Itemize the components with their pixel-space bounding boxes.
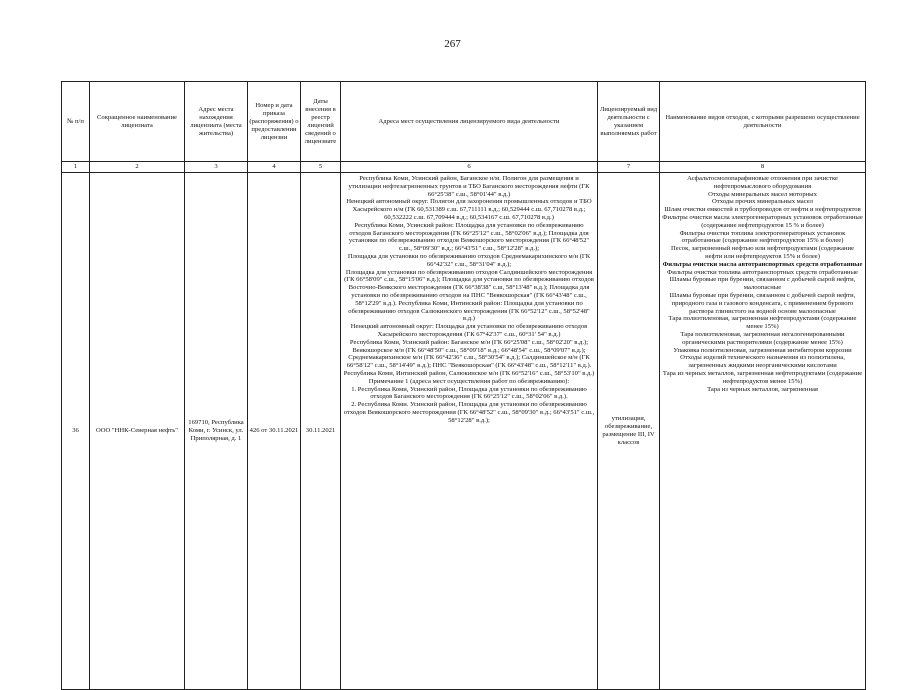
waste-item: Фильтры очистки топлива электрогенераторных установок отработанные (содержание нефтепродуктов 15% и более) (679, 229, 846, 245)
waste-item: Шламы буровые при бурении, связанном с добычей сырой нефти, природного газа и газового конденсата, с применением бурового раствора глинистого на водной основе малоопасные (669, 291, 856, 315)
waste-item: Фильтры очистки масла электрогенераторных установок отработанные (содержание нефтепродуктов 15 % и более) (662, 213, 863, 229)
waste-item: Тара полиэтиленовая, загрязненная нефтепродуктами (содержание менее 15%) (668, 315, 857, 331)
column-index: 4 (248, 162, 301, 173)
waste-item: Отходы изделий технического назначения из полиэтилена, загрязненных жидкими неорганическими кислотами (680, 354, 845, 370)
column-index: 7 (598, 162, 660, 173)
order-number-date: 426 от 30.11.2021 (248, 173, 301, 690)
header-row (62, 82, 866, 162)
header-locations: Адреса мест осуществления лицензируемого вида деятельности (341, 82, 598, 162)
location-note-item: 1. Республика Коми, Усинский район, Площадка для установки по обезвреживанию отходов Баганского месторождения (ГК 66°25'12" с.ш., 58°02'06" в.д.). (351, 385, 587, 401)
licensed-activity: утилизация, обезвреживание, размещение III, IV классов (598, 173, 660, 690)
header-registry-date: Даты внесения в реестр лицензий сведений о лицензиате (301, 82, 341, 162)
location-entry: Ненецкий автономный округ. Полигон для захоронения промышленных отходов и ТБО Хасырейского н/м (ГК 60,531389 с.ш. 67,711111 в.д.; 60,529444 с.ш. 67,710278 в.д.; 60,532222 с.ш. 67,709444 в.д.; 60,534167 с.ш. 67,710278 в.д.) (346, 198, 592, 221)
row-number: 36 (62, 173, 90, 690)
waste-types-cell (660, 173, 866, 690)
location-note-item: 2. Республика Коми. Усинский район, Площадка для установки по обезвреживанию отходов Веякошорского месторождения (ГК 66°48'52" с.ш., 58°09'30" в.д.; 66°43'51" с.ш., 58°12'28" в.д.); (343, 401, 595, 424)
page-number: 267 (444, 38, 461, 50)
header-licensee-name: Сокращенное наименование лицензиата (90, 82, 185, 162)
location-entry: Республика Коми, Усинский район: Площадка для установки по обезвреживанию отходов Баганского месторождения (ГК 66°25'12" с.ш., 58°02'06" в.д.); Площадка для установки по обезвреживанию отходов Веякошорского месторождения (ГК 66°48'52" с.ш., 58°09'30" в.д.; 66°43'51" с.ш., 58°12'28" в.д.); (348, 221, 590, 253)
license-table (61, 81, 866, 690)
waste-item: Фильтры очистки масла автотранспортных средств отработанные (662, 260, 863, 268)
waste-item: Асфальтосмолопарафиновые отложения при зачистке нефтепромыслового оборудования (687, 175, 838, 190)
header-activity: Лицензируемый вид деятельности с указанием выполняемых работ (598, 82, 660, 162)
location-entry: Площадка для установки по обезвреживанию отходов Салдиншейского месторождения (ГК 66°58'09" с.ш., 58°15'06" в.д.); Площадка для установки по обезвреживанию отходов Восточно-Веякского месторождения (ГК 66°38'38" с.ш, 58°13'48" в.д.); Площадка для установки по обезвреживанию отходов на ПНС "Веякошорская" (ГК 66°43'48" с.ш., 58°12'29" в.д.). Республика Коми, Интинский район: Площадка для установки по обезвреживанию отходов Салюкинского месторождения (ГК 66°52'12" с.ш., 58°52'48" в.д.) (344, 268, 594, 323)
column-index: 1 (62, 162, 90, 173)
column-index: 2 (90, 162, 185, 173)
licensee-name: ООО "ННК-Северная нефть" (90, 173, 185, 690)
waste-item: Упаковка полиэтиленовая, загрязненная ингибитором коррозии (673, 346, 852, 354)
registry-date: 30.11.2021 (301, 173, 341, 690)
waste-item: Шламы буровые при бурении, связанном с добычей сырой нефти, малоопасные (669, 276, 856, 292)
table-row (62, 173, 866, 690)
header-licensee-address: Адрес места нахождения лицензиата (места жительства) (185, 82, 248, 162)
waste-item: Отходы минеральных масел моторных (708, 190, 817, 198)
column-index: 3 (185, 162, 248, 173)
location-note: Примечание 1 (адреса мест осуществления работ по обезвреживанию): (368, 377, 570, 385)
locations-cell (341, 173, 598, 690)
waste-item: Фильтры очистки топлива автотранспортных средств отработанные (667, 268, 858, 276)
header-order: Номер и дата приказа (распоряжения) о предоставлении лицензии (248, 82, 301, 162)
header-waste-types: Наименование видов отходов, с которыми разрешено осуществление деятельности (660, 82, 866, 162)
column-index: 8 (660, 162, 866, 173)
column-index: 6 (341, 162, 598, 173)
waste-item: Тара из черных металлов, загрязненная (707, 385, 818, 393)
waste-item: Шлам очистки емкостей и трубопроводов от нефти и нефтепродуктов (664, 206, 861, 214)
waste-item: Отходы прочих минеральных масел (712, 198, 813, 206)
waste-list (662, 175, 863, 393)
location-entry: Республика Коми, Усинский район: Баганское м/н (ГК 66°25'08" с.ш., 58°02'20" в.д.); Веякошорское м/н (ГК 66°48'50" с.ш., 58°09'18" в.д.; 66°48'54" с.ш., 58°09'07" в.д.); Среднемакарихинское м/н (ГК 66°42'36" с.ш., 58°30'54" в.д.); Салдиншейское м/н (ГК 66°58'12" с.ш., 58°14'49" в.д.); ПНС "Веякошорская" (ГК 66°43'48" с.ш., 58°12'11" в.д.). Республика Коми, Интинский район, Салюкинское м/н (ГК 66°52'16" с.ш., 58°53'10" в.д.) (343, 338, 595, 377)
waste-item: Песок, загрязненный нефтью или нефтепродуктами (содержание нефти или нефтепродуктов 15% и более) (671, 245, 854, 260)
location-entry: Ненецкий автономный округ: Площадка для установки по обезвреживанию отходов Хасырейского месторождения (ГК 67°42'37" с.ш., 60°31' 54" в.д.) (350, 323, 588, 338)
waste-item: Тара полиэтиленовая, загрязненная негалогенированными органическими растворителями (содержание менее 15%) (680, 330, 845, 346)
location-entry: Республика Коми, Усинский район, Баганское н/м. Полигон для размещения и утилизации нефтезагрязненных грунтов и ТБО Баганского месторождения нефти (ГК 66°25'38" с.ш., 58°01'44" в.д.) (348, 175, 590, 198)
column-index: 5 (301, 162, 341, 173)
waste-item: Тара из черных металлов, загрязненная нефтепродуктами (содержание нефтепродуктов менее 15%) (662, 369, 863, 385)
licensee-address: 169710, Республика Коми, г. Усинск, ул. Приполярная, д. 1 (185, 173, 248, 690)
column-index-row (62, 162, 866, 173)
header-number: № п/п (62, 82, 90, 162)
location-entry: Площадка для установки по обезвреживанию отходов Среднемакарихинского м/н (ГК 66°42'32" с.ш., 58°31'04" в.д.); (347, 252, 591, 268)
